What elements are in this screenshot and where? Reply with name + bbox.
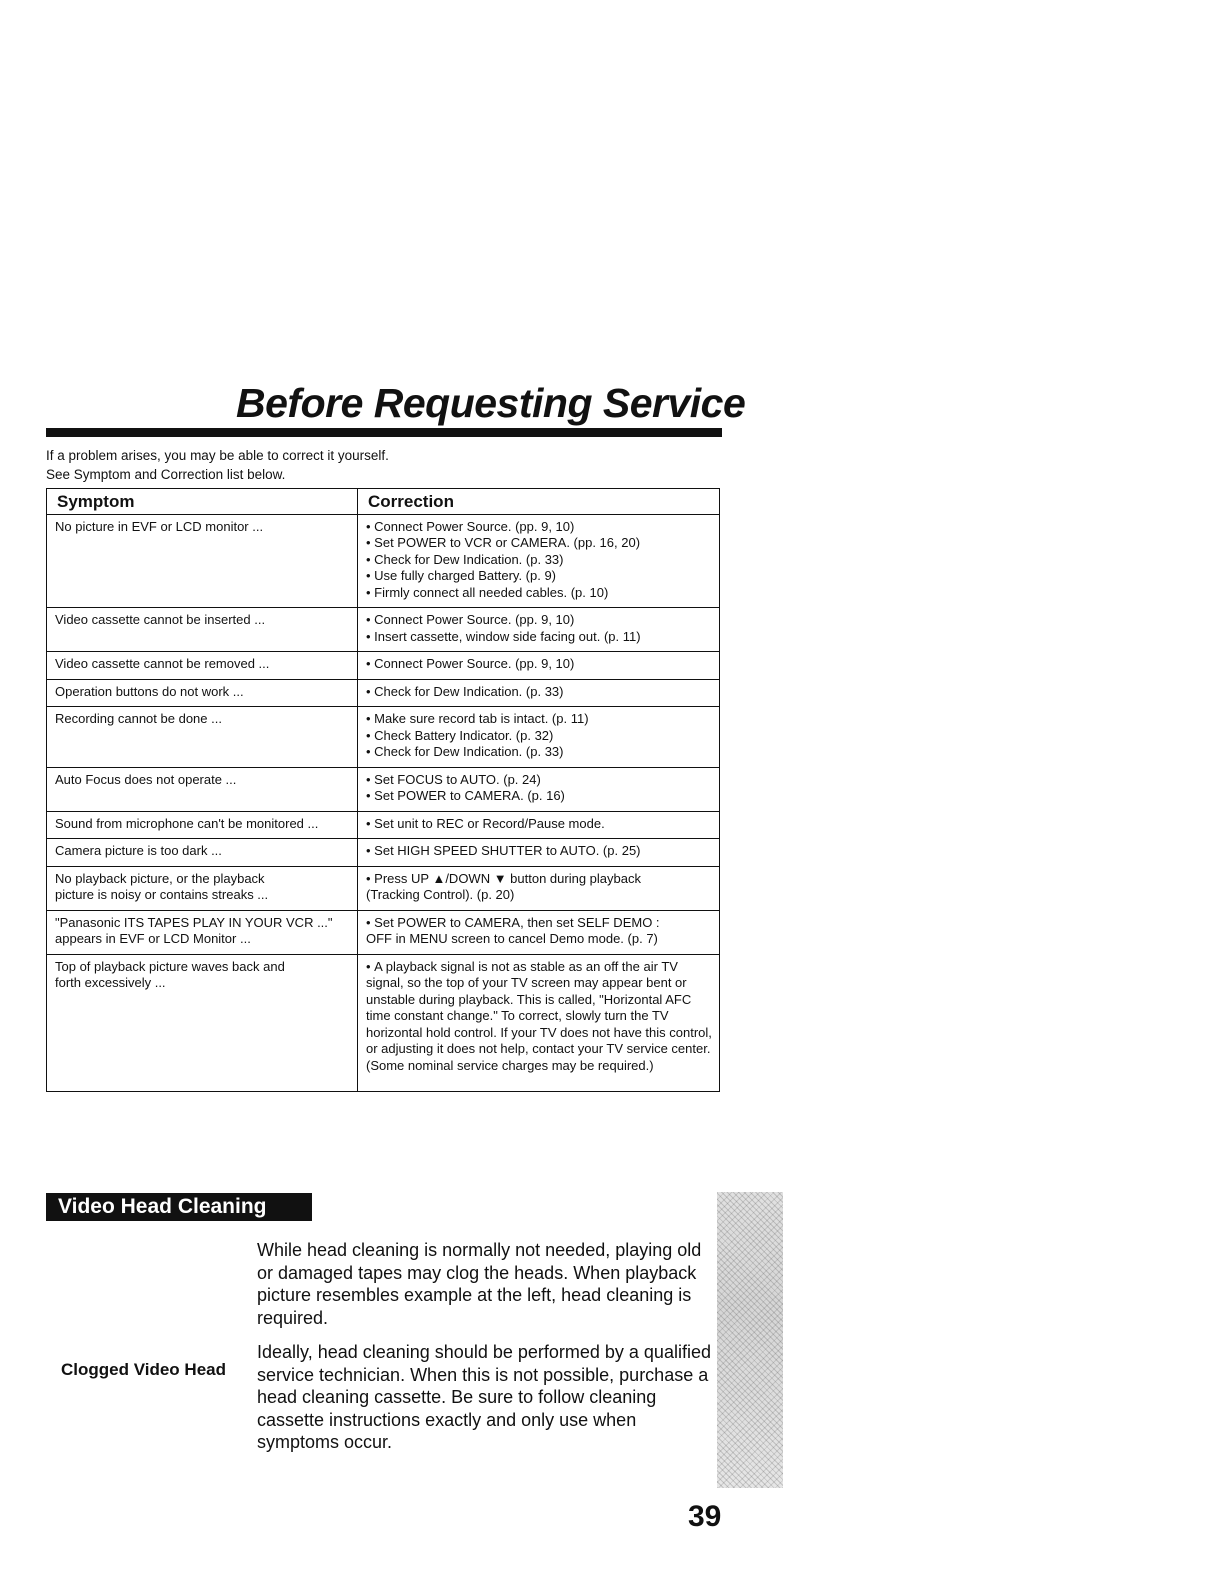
correction-cell	[358, 910, 720, 954]
title-rule	[46, 428, 722, 437]
clogged-head-caption: Clogged Video Head	[61, 1360, 226, 1379]
symptom-text: Video cassette cannot be removed ...	[55, 656, 270, 671]
symptom-header: Symptom	[47, 489, 358, 515]
symptom-cell	[47, 767, 358, 811]
correction-item: • Firmly connect all needed cables. (p. 10)	[366, 585, 713, 602]
symptom-cell	[47, 839, 358, 867]
correction-item: • Set FOCUS to AUTO. (p. 24)	[366, 772, 713, 789]
correction-item: • Connect Power Source. (pp. 9, 10)	[366, 519, 713, 536]
table-row	[47, 707, 720, 768]
correction-item: • Set unit to REC or Record/Pause mode.	[366, 816, 713, 833]
symptom-text: forth excessively ...	[55, 975, 166, 990]
correction-continuation: (Tracking Control). (p. 20)	[366, 887, 515, 902]
correction-item: • Use fully charged Battery. (p. 9)	[366, 568, 713, 585]
symptom-text: Operation buttons do not work ...	[55, 683, 244, 699]
paragraph: While head cleaning is normally not needed, playing old or damaged tapes may clog the heads. When playback picture resembles example at the left, head cleaning is required.	[257, 1240, 702, 1328]
paragraph: Ideally, head cleaning should be performed by a qualified service technician. When this is not possible, purchase a head cleaning cassette. Be sure to follow cleaning cassette instructions exactly and only use when symptoms occur.	[257, 1342, 711, 1452]
intro-text	[46, 446, 389, 484]
correction-item: • A playback signal is not as stable as an off the air TV signal, so the top of your TV screen may appear bent or unstable during playback. This is called, "Horizontal AFC time constant change." To correct, slowly turn the TV horizontal hold control. If your TV does not have this control, or adjusting it does not help, contact your TV service center. (Some nominal service charges may be required.)	[366, 959, 713, 1075]
correction-item: • Check for Dew Indication. (p. 33)	[366, 552, 713, 569]
correction-item: • Set POWER to VCR or CAMERA. (pp. 16, 20)	[366, 535, 713, 552]
correction-cell	[358, 866, 720, 910]
correction-cell	[358, 811, 720, 839]
table-row	[47, 608, 720, 652]
video-head-cleaning-heading: Video Head Cleaning	[46, 1193, 312, 1221]
table-row	[47, 811, 720, 839]
symptom-text: "Panasonic ITS TAPES PLAY IN YOUR VCR ..."	[55, 914, 333, 930]
symptom-text: Camera picture is too dark ...	[55, 843, 222, 858]
table-row	[47, 839, 720, 867]
video-head-cleaning-body	[257, 1239, 717, 1466]
correction-item: • Check for Dew Indication. (p. 33)	[366, 744, 713, 761]
correction-cell	[358, 954, 720, 1091]
table-header-row	[47, 489, 720, 515]
correction-cell	[358, 514, 720, 608]
symptom-text: No playback picture, or the playback	[55, 870, 265, 886]
correction-cell	[358, 679, 720, 707]
table-row	[47, 652, 720, 680]
correction-continuation: OFF in MENU screen to cancel Demo mode. (p. 7)	[366, 931, 658, 946]
table-row	[47, 679, 720, 707]
page-number: 39	[688, 1500, 722, 1533]
section-side-tab	[717, 1192, 783, 1488]
correction-item: • Set POWER to CAMERA. (p. 16)	[366, 788, 713, 805]
correction-cell	[358, 707, 720, 768]
symptom-cell	[47, 514, 358, 608]
symptom-cell	[47, 608, 358, 652]
table-row	[47, 910, 720, 954]
symptom-text: appears in EVF or LCD Monitor ...	[55, 931, 251, 946]
correction-item: • Set HIGH SPEED SHUTTER to AUTO. (p. 25)	[366, 843, 713, 860]
correction-cell	[358, 608, 720, 652]
symptom-text: Top of playback picture waves back and	[55, 958, 285, 974]
page-title: Before Requesting Service	[236, 380, 746, 426]
symptom-cell	[47, 866, 358, 910]
symptom-text: picture is noisy or contains streaks ...	[55, 887, 269, 902]
symptom-cell	[47, 707, 358, 768]
table-row	[47, 514, 720, 608]
symptom-text: Sound from microphone can't be monitored ...	[55, 815, 319, 831]
correction-item: • Set POWER to CAMERA, then set SELF DEMO :	[366, 915, 713, 932]
symptom-cell	[47, 679, 358, 707]
intro-line: If a problem arises, you may be able to correct it yourself.	[46, 448, 389, 463]
table-row	[47, 954, 720, 1091]
correction-item: • Connect Power Source. (pp. 9, 10)	[366, 656, 713, 673]
correction-item: • Make sure record tab is intact. (p. 11)	[366, 711, 713, 728]
symptom-text: Recording cannot be done ...	[55, 711, 222, 726]
symptom-cell	[47, 910, 358, 954]
correction-item: • Press UP ▲/DOWN ▼ button during playback	[366, 871, 713, 888]
symptom-cell	[47, 652, 358, 680]
intro-line: See Symptom and Correction list below.	[46, 467, 286, 482]
table-row	[47, 767, 720, 811]
symptom-cell	[47, 811, 358, 839]
correction-item: • Check Battery Indicator. (p. 32)	[366, 728, 713, 745]
table-row	[47, 866, 720, 910]
symptom-text: Auto Focus does not operate ...	[55, 771, 237, 787]
correction-cell	[358, 767, 720, 811]
correction-item: • Insert cassette, window side facing out. (p. 11)	[366, 629, 713, 646]
correction-cell	[358, 652, 720, 680]
symptom-text: Video cassette cannot be inserted ...	[55, 612, 266, 627]
correction-cell	[358, 839, 720, 867]
correction-item: • Check for Dew Indication. (p. 33)	[366, 684, 713, 701]
correction-header: Correction	[358, 489, 720, 515]
symptom-text: No picture in EVF or LCD monitor ...	[55, 518, 264, 534]
symptom-cell	[47, 954, 358, 1091]
correction-item: • Connect Power Source. (pp. 9, 10)	[366, 612, 713, 629]
symptom-correction-table	[46, 488, 720, 1092]
